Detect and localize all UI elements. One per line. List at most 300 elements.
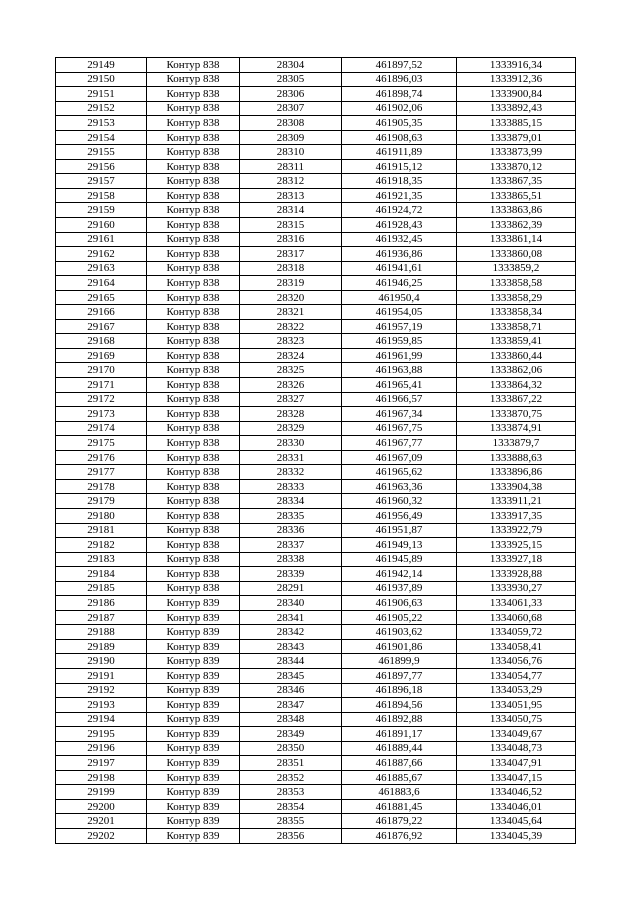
y-coordinate-cell: 1333867,22 — [457, 392, 576, 407]
y-coordinate-cell: 1334047,15 — [457, 770, 576, 785]
table-row — [56, 87, 576, 102]
contour-name-cell: Контур 839 — [147, 625, 240, 640]
point-number-cell: 29184 — [56, 567, 147, 582]
x-coordinate-cell: 461967,34 — [342, 407, 457, 422]
contour-name-cell: Контур 839 — [147, 770, 240, 785]
point-number-cell: 29199 — [56, 785, 147, 800]
contour-name-cell: Контур 838 — [147, 305, 240, 320]
table-row — [56, 756, 576, 771]
table-row — [56, 218, 576, 233]
vertex-number-cell: 28345 — [240, 668, 342, 683]
table-row — [56, 625, 576, 640]
x-coordinate-cell: 461961,99 — [342, 348, 457, 363]
contour-name-cell: Контур 839 — [147, 799, 240, 814]
table-row — [56, 785, 576, 800]
contour-name-cell: Контур 838 — [147, 508, 240, 523]
x-coordinate-cell: 461881,45 — [342, 799, 457, 814]
x-coordinate-cell: 461897,52 — [342, 58, 457, 73]
contour-name-cell: Контур 838 — [147, 261, 240, 276]
contour-name-cell: Контур 838 — [147, 58, 240, 73]
table-row — [56, 348, 576, 363]
x-coordinate-cell: 461887,66 — [342, 756, 457, 771]
contour-name-cell: Контур 839 — [147, 596, 240, 611]
contour-name-cell: Контур 839 — [147, 698, 240, 713]
vertex-number-cell: 28356 — [240, 828, 342, 843]
contour-name-cell: Контур 838 — [147, 276, 240, 291]
contour-name-cell: Контур 838 — [147, 218, 240, 233]
table-row — [56, 828, 576, 843]
vertex-number-cell: 28352 — [240, 770, 342, 785]
y-coordinate-cell: 1333870,75 — [457, 407, 576, 422]
point-number-cell: 29159 — [56, 203, 147, 218]
x-coordinate-cell: 461967,77 — [342, 436, 457, 451]
contour-name-cell: Контур 838 — [147, 72, 240, 87]
vertex-number-cell: 28349 — [240, 727, 342, 742]
x-coordinate-cell: 461932,45 — [342, 232, 457, 247]
table-row — [56, 305, 576, 320]
vertex-number-cell: 28310 — [240, 145, 342, 160]
point-number-cell: 29196 — [56, 741, 147, 756]
x-coordinate-cell: 461965,41 — [342, 378, 457, 393]
x-coordinate-cell: 461960,32 — [342, 494, 457, 509]
contour-name-cell: Контур 838 — [147, 552, 240, 567]
table-row — [56, 188, 576, 203]
vertex-number-cell: 28308 — [240, 116, 342, 131]
contour-name-cell: Контур 838 — [147, 87, 240, 102]
vertex-number-cell: 28348 — [240, 712, 342, 727]
x-coordinate-cell: 461959,85 — [342, 334, 457, 349]
y-coordinate-cell: 1333863,86 — [457, 203, 576, 218]
y-coordinate-cell: 1334046,52 — [457, 785, 576, 800]
y-coordinate-cell: 1333927,18 — [457, 552, 576, 567]
contour-name-cell: Контур 838 — [147, 247, 240, 262]
point-number-cell: 29186 — [56, 596, 147, 611]
vertex-number-cell: 28326 — [240, 378, 342, 393]
table-row — [56, 421, 576, 436]
x-coordinate-cell: 461903,62 — [342, 625, 457, 640]
vertex-number-cell: 28330 — [240, 436, 342, 451]
table-row — [56, 159, 576, 174]
contour-name-cell: Контур 839 — [147, 814, 240, 829]
x-coordinate-cell: 461941,61 — [342, 261, 457, 276]
table-row — [56, 799, 576, 814]
point-number-cell: 29178 — [56, 479, 147, 494]
vertex-number-cell: 28327 — [240, 392, 342, 407]
y-coordinate-cell: 1333885,15 — [457, 116, 576, 131]
point-number-cell: 29200 — [56, 799, 147, 814]
y-coordinate-cell: 1333860,44 — [457, 348, 576, 363]
point-number-cell: 29173 — [56, 407, 147, 422]
contour-name-cell: Контур 838 — [147, 378, 240, 393]
x-coordinate-cell: 461945,89 — [342, 552, 457, 567]
vertex-number-cell: 28342 — [240, 625, 342, 640]
x-coordinate-cell: 461905,22 — [342, 610, 457, 625]
y-coordinate-cell: 1333870,12 — [457, 159, 576, 174]
y-coordinate-cell: 1334053,29 — [457, 683, 576, 698]
table-row — [56, 116, 576, 131]
contour-name-cell: Контур 839 — [147, 683, 240, 698]
point-number-cell: 29202 — [56, 828, 147, 843]
vertex-number-cell: 28353 — [240, 785, 342, 800]
point-number-cell: 29174 — [56, 421, 147, 436]
y-coordinate-cell: 1333904,38 — [457, 479, 576, 494]
point-number-cell: 29185 — [56, 581, 147, 596]
point-number-cell: 29192 — [56, 683, 147, 698]
contour-name-cell: Контур 838 — [147, 392, 240, 407]
x-coordinate-cell: 461879,22 — [342, 814, 457, 829]
table-row — [56, 465, 576, 480]
point-number-cell: 29172 — [56, 392, 147, 407]
contour-name-cell: Контур 838 — [147, 581, 240, 596]
point-number-cell: 29177 — [56, 465, 147, 480]
coordinate-table — [55, 57, 576, 844]
table-row — [56, 698, 576, 713]
point-number-cell: 29183 — [56, 552, 147, 567]
contour-name-cell: Контур 838 — [147, 567, 240, 582]
table-row — [56, 378, 576, 393]
point-number-cell: 29176 — [56, 450, 147, 465]
x-coordinate-cell: 461951,87 — [342, 523, 457, 538]
x-coordinate-cell: 461908,63 — [342, 130, 457, 145]
point-number-cell: 29166 — [56, 305, 147, 320]
point-number-cell: 29180 — [56, 508, 147, 523]
table-row — [56, 523, 576, 538]
x-coordinate-cell: 461921,35 — [342, 188, 457, 203]
table-body — [56, 58, 576, 844]
table-row — [56, 596, 576, 611]
vertex-number-cell: 28323 — [240, 334, 342, 349]
table-row — [56, 479, 576, 494]
x-coordinate-cell: 461967,09 — [342, 450, 457, 465]
table-row — [56, 538, 576, 553]
x-coordinate-cell: 461956,49 — [342, 508, 457, 523]
y-coordinate-cell: 1333928,88 — [457, 567, 576, 582]
y-coordinate-cell: 1333862,39 — [457, 218, 576, 233]
x-coordinate-cell: 461896,03 — [342, 72, 457, 87]
x-coordinate-cell: 461936,86 — [342, 247, 457, 262]
vertex-number-cell: 28340 — [240, 596, 342, 611]
vertex-number-cell: 28311 — [240, 159, 342, 174]
contour-name-cell: Контур 838 — [147, 319, 240, 334]
vertex-number-cell: 28307 — [240, 101, 342, 116]
x-coordinate-cell: 461897,77 — [342, 668, 457, 683]
point-number-cell: 29188 — [56, 625, 147, 640]
table-row — [56, 276, 576, 291]
table-row — [56, 712, 576, 727]
x-coordinate-cell: 461954,05 — [342, 305, 457, 320]
table-row — [56, 494, 576, 509]
y-coordinate-cell: 1333860,08 — [457, 247, 576, 262]
table-row — [56, 101, 576, 116]
y-coordinate-cell: 1334058,41 — [457, 639, 576, 654]
y-coordinate-cell: 1333879,7 — [457, 436, 576, 451]
y-coordinate-cell: 1334047,91 — [457, 756, 576, 771]
vertex-number-cell: 28346 — [240, 683, 342, 698]
y-coordinate-cell: 1334056,76 — [457, 654, 576, 669]
x-coordinate-cell: 461891,17 — [342, 727, 457, 742]
table-row — [56, 319, 576, 334]
vertex-number-cell: 28339 — [240, 567, 342, 582]
contour-name-cell: Контур 838 — [147, 232, 240, 247]
vertex-number-cell: 28312 — [240, 174, 342, 189]
vertex-number-cell: 28305 — [240, 72, 342, 87]
y-coordinate-cell: 1334061,33 — [457, 596, 576, 611]
x-coordinate-cell: 461949,13 — [342, 538, 457, 553]
y-coordinate-cell: 1333917,35 — [457, 508, 576, 523]
point-number-cell: 29163 — [56, 261, 147, 276]
contour-name-cell: Контур 839 — [147, 785, 240, 800]
point-number-cell: 29182 — [56, 538, 147, 553]
point-number-cell: 29153 — [56, 116, 147, 131]
vertex-number-cell: 28336 — [240, 523, 342, 538]
y-coordinate-cell: 1333879,01 — [457, 130, 576, 145]
contour-name-cell: Контур 839 — [147, 712, 240, 727]
vertex-number-cell: 28321 — [240, 305, 342, 320]
contour-name-cell: Контур 838 — [147, 334, 240, 349]
table-row — [56, 727, 576, 742]
table-row — [56, 247, 576, 262]
y-coordinate-cell: 1333916,34 — [457, 58, 576, 73]
y-coordinate-cell: 1333922,79 — [457, 523, 576, 538]
vertex-number-cell: 28335 — [240, 508, 342, 523]
point-number-cell: 29158 — [56, 188, 147, 203]
vertex-number-cell: 28334 — [240, 494, 342, 509]
contour-name-cell: Контур 838 — [147, 538, 240, 553]
point-number-cell: 29156 — [56, 159, 147, 174]
vertex-number-cell: 28309 — [240, 130, 342, 145]
contour-name-cell: Контур 838 — [147, 450, 240, 465]
point-number-cell: 29187 — [56, 610, 147, 625]
vertex-number-cell: 28341 — [240, 610, 342, 625]
vertex-number-cell: 28317 — [240, 247, 342, 262]
point-number-cell: 29160 — [56, 218, 147, 233]
x-coordinate-cell: 461885,67 — [342, 770, 457, 785]
point-number-cell: 29151 — [56, 87, 147, 102]
table-row — [56, 58, 576, 73]
y-coordinate-cell: 1334048,73 — [457, 741, 576, 756]
contour-name-cell: Контур 838 — [147, 523, 240, 538]
point-number-cell: 29152 — [56, 101, 147, 116]
y-coordinate-cell: 1333858,34 — [457, 305, 576, 320]
table-row — [56, 261, 576, 276]
vertex-number-cell: 28350 — [240, 741, 342, 756]
vertex-number-cell: 28316 — [240, 232, 342, 247]
y-coordinate-cell: 1333892,43 — [457, 101, 576, 116]
table-row — [56, 567, 576, 582]
table-row — [56, 508, 576, 523]
point-number-cell: 29171 — [56, 378, 147, 393]
x-coordinate-cell: 461902,06 — [342, 101, 457, 116]
contour-name-cell: Контур 838 — [147, 203, 240, 218]
point-number-cell: 29162 — [56, 247, 147, 262]
contour-name-cell: Контур 839 — [147, 727, 240, 742]
vertex-number-cell: 28319 — [240, 276, 342, 291]
x-coordinate-cell: 461918,35 — [342, 174, 457, 189]
x-coordinate-cell: 461946,25 — [342, 276, 457, 291]
x-coordinate-cell: 461937,89 — [342, 581, 457, 596]
table-row — [56, 450, 576, 465]
y-coordinate-cell: 1334054,77 — [457, 668, 576, 683]
point-number-cell: 29194 — [56, 712, 147, 727]
vertex-number-cell: 28351 — [240, 756, 342, 771]
contour-name-cell: Контур 838 — [147, 130, 240, 145]
vertex-number-cell: 28354 — [240, 799, 342, 814]
vertex-number-cell: 28344 — [240, 654, 342, 669]
point-number-cell: 29179 — [56, 494, 147, 509]
point-number-cell: 29195 — [56, 727, 147, 742]
contour-name-cell: Контур 839 — [147, 668, 240, 683]
point-number-cell: 29167 — [56, 319, 147, 334]
x-coordinate-cell: 461950,4 — [342, 290, 457, 305]
table-row — [56, 436, 576, 451]
table-row — [56, 334, 576, 349]
point-number-cell: 29164 — [56, 276, 147, 291]
contour-name-cell: Контур 838 — [147, 290, 240, 305]
y-coordinate-cell: 1333888,63 — [457, 450, 576, 465]
vertex-number-cell: 28332 — [240, 465, 342, 480]
x-coordinate-cell: 461963,36 — [342, 479, 457, 494]
y-coordinate-cell: 1333925,15 — [457, 538, 576, 553]
table-row — [56, 203, 576, 218]
contour-name-cell: Контур 838 — [147, 101, 240, 116]
vertex-number-cell: 28329 — [240, 421, 342, 436]
vertex-number-cell: 28324 — [240, 348, 342, 363]
table-row — [56, 407, 576, 422]
point-number-cell: 29190 — [56, 654, 147, 669]
table-row — [56, 363, 576, 378]
vertex-number-cell: 28306 — [240, 87, 342, 102]
contour-name-cell: Контур 839 — [147, 654, 240, 669]
table-row — [56, 770, 576, 785]
table-row — [56, 814, 576, 829]
y-coordinate-cell: 1333862,06 — [457, 363, 576, 378]
vertex-number-cell: 28355 — [240, 814, 342, 829]
vertex-number-cell: 28291 — [240, 581, 342, 596]
y-coordinate-cell: 1334050,75 — [457, 712, 576, 727]
x-coordinate-cell: 461942,14 — [342, 567, 457, 582]
x-coordinate-cell: 461901,86 — [342, 639, 457, 654]
vertex-number-cell: 28322 — [240, 319, 342, 334]
point-number-cell: 29197 — [56, 756, 147, 771]
table-row — [56, 741, 576, 756]
vertex-number-cell: 28318 — [240, 261, 342, 276]
point-number-cell: 29157 — [56, 174, 147, 189]
contour-name-cell: Контур 839 — [147, 610, 240, 625]
contour-name-cell: Контур 839 — [147, 741, 240, 756]
y-coordinate-cell: 1334045,64 — [457, 814, 576, 829]
point-number-cell: 29155 — [56, 145, 147, 160]
table-row — [56, 610, 576, 625]
y-coordinate-cell: 1333896,86 — [457, 465, 576, 480]
y-coordinate-cell: 1333861,14 — [457, 232, 576, 247]
x-coordinate-cell: 461963,88 — [342, 363, 457, 378]
x-coordinate-cell: 461892,88 — [342, 712, 457, 727]
y-coordinate-cell: 1333900,84 — [457, 87, 576, 102]
vertex-number-cell: 28320 — [240, 290, 342, 305]
contour-name-cell: Контур 838 — [147, 174, 240, 189]
x-coordinate-cell: 461966,57 — [342, 392, 457, 407]
vertex-number-cell: 28338 — [240, 552, 342, 567]
contour-name-cell: Контур 838 — [147, 421, 240, 436]
y-coordinate-cell: 1333873,99 — [457, 145, 576, 160]
contour-name-cell: Контур 838 — [147, 436, 240, 451]
table-row — [56, 683, 576, 698]
vertex-number-cell: 28328 — [240, 407, 342, 422]
x-coordinate-cell: 461906,63 — [342, 596, 457, 611]
vertex-number-cell: 28343 — [240, 639, 342, 654]
x-coordinate-cell: 461905,35 — [342, 116, 457, 131]
vertex-number-cell: 28314 — [240, 203, 342, 218]
y-coordinate-cell: 1333912,36 — [457, 72, 576, 87]
contour-name-cell: Контур 839 — [147, 828, 240, 843]
x-coordinate-cell: 461876,92 — [342, 828, 457, 843]
vertex-number-cell: 28331 — [240, 450, 342, 465]
contour-name-cell: Контур 838 — [147, 465, 240, 480]
y-coordinate-cell: 1334045,39 — [457, 828, 576, 843]
x-coordinate-cell: 461915,12 — [342, 159, 457, 174]
x-coordinate-cell: 461965,62 — [342, 465, 457, 480]
y-coordinate-cell: 1333930,27 — [457, 581, 576, 596]
y-coordinate-cell: 1333911,21 — [457, 494, 576, 509]
point-number-cell: 29150 — [56, 72, 147, 87]
point-number-cell: 29191 — [56, 668, 147, 683]
point-number-cell: 29175 — [56, 436, 147, 451]
x-coordinate-cell: 461889,44 — [342, 741, 457, 756]
point-number-cell: 29170 — [56, 363, 147, 378]
x-coordinate-cell: 461883,6 — [342, 785, 457, 800]
y-coordinate-cell: 1334060,68 — [457, 610, 576, 625]
contour-name-cell: Контур 838 — [147, 116, 240, 131]
table-row — [56, 392, 576, 407]
x-coordinate-cell: 461896,18 — [342, 683, 457, 698]
contour-name-cell: Контур 839 — [147, 639, 240, 654]
x-coordinate-cell: 461898,74 — [342, 87, 457, 102]
vertex-number-cell: 28347 — [240, 698, 342, 713]
point-number-cell: 29181 — [56, 523, 147, 538]
x-coordinate-cell: 461967,75 — [342, 421, 457, 436]
table-row — [56, 668, 576, 683]
y-coordinate-cell: 1333874,91 — [457, 421, 576, 436]
point-number-cell: 29201 — [56, 814, 147, 829]
x-coordinate-cell: 461924,72 — [342, 203, 457, 218]
vertex-number-cell: 28337 — [240, 538, 342, 553]
table-row — [56, 145, 576, 160]
contour-name-cell: Контур 838 — [147, 145, 240, 160]
y-coordinate-cell: 1334049,67 — [457, 727, 576, 742]
y-coordinate-cell: 1333859,41 — [457, 334, 576, 349]
x-coordinate-cell: 461894,56 — [342, 698, 457, 713]
vertex-number-cell: 28333 — [240, 479, 342, 494]
vertex-number-cell: 28325 — [240, 363, 342, 378]
y-coordinate-cell: 1334059,72 — [457, 625, 576, 640]
y-coordinate-cell: 1333859,2 — [457, 261, 576, 276]
point-number-cell: 29193 — [56, 698, 147, 713]
table-row — [56, 654, 576, 669]
point-number-cell: 29198 — [56, 770, 147, 785]
vertex-number-cell: 28313 — [240, 188, 342, 203]
table-row — [56, 552, 576, 567]
y-coordinate-cell: 1333865,51 — [457, 188, 576, 203]
contour-name-cell: Контур 838 — [147, 159, 240, 174]
contour-name-cell: Контур 838 — [147, 363, 240, 378]
y-coordinate-cell: 1334051,95 — [457, 698, 576, 713]
table-row — [56, 581, 576, 596]
table-row — [56, 174, 576, 189]
y-coordinate-cell: 1333858,58 — [457, 276, 576, 291]
y-coordinate-cell: 1333858,29 — [457, 290, 576, 305]
point-number-cell: 29149 — [56, 58, 147, 73]
table-row — [56, 72, 576, 87]
